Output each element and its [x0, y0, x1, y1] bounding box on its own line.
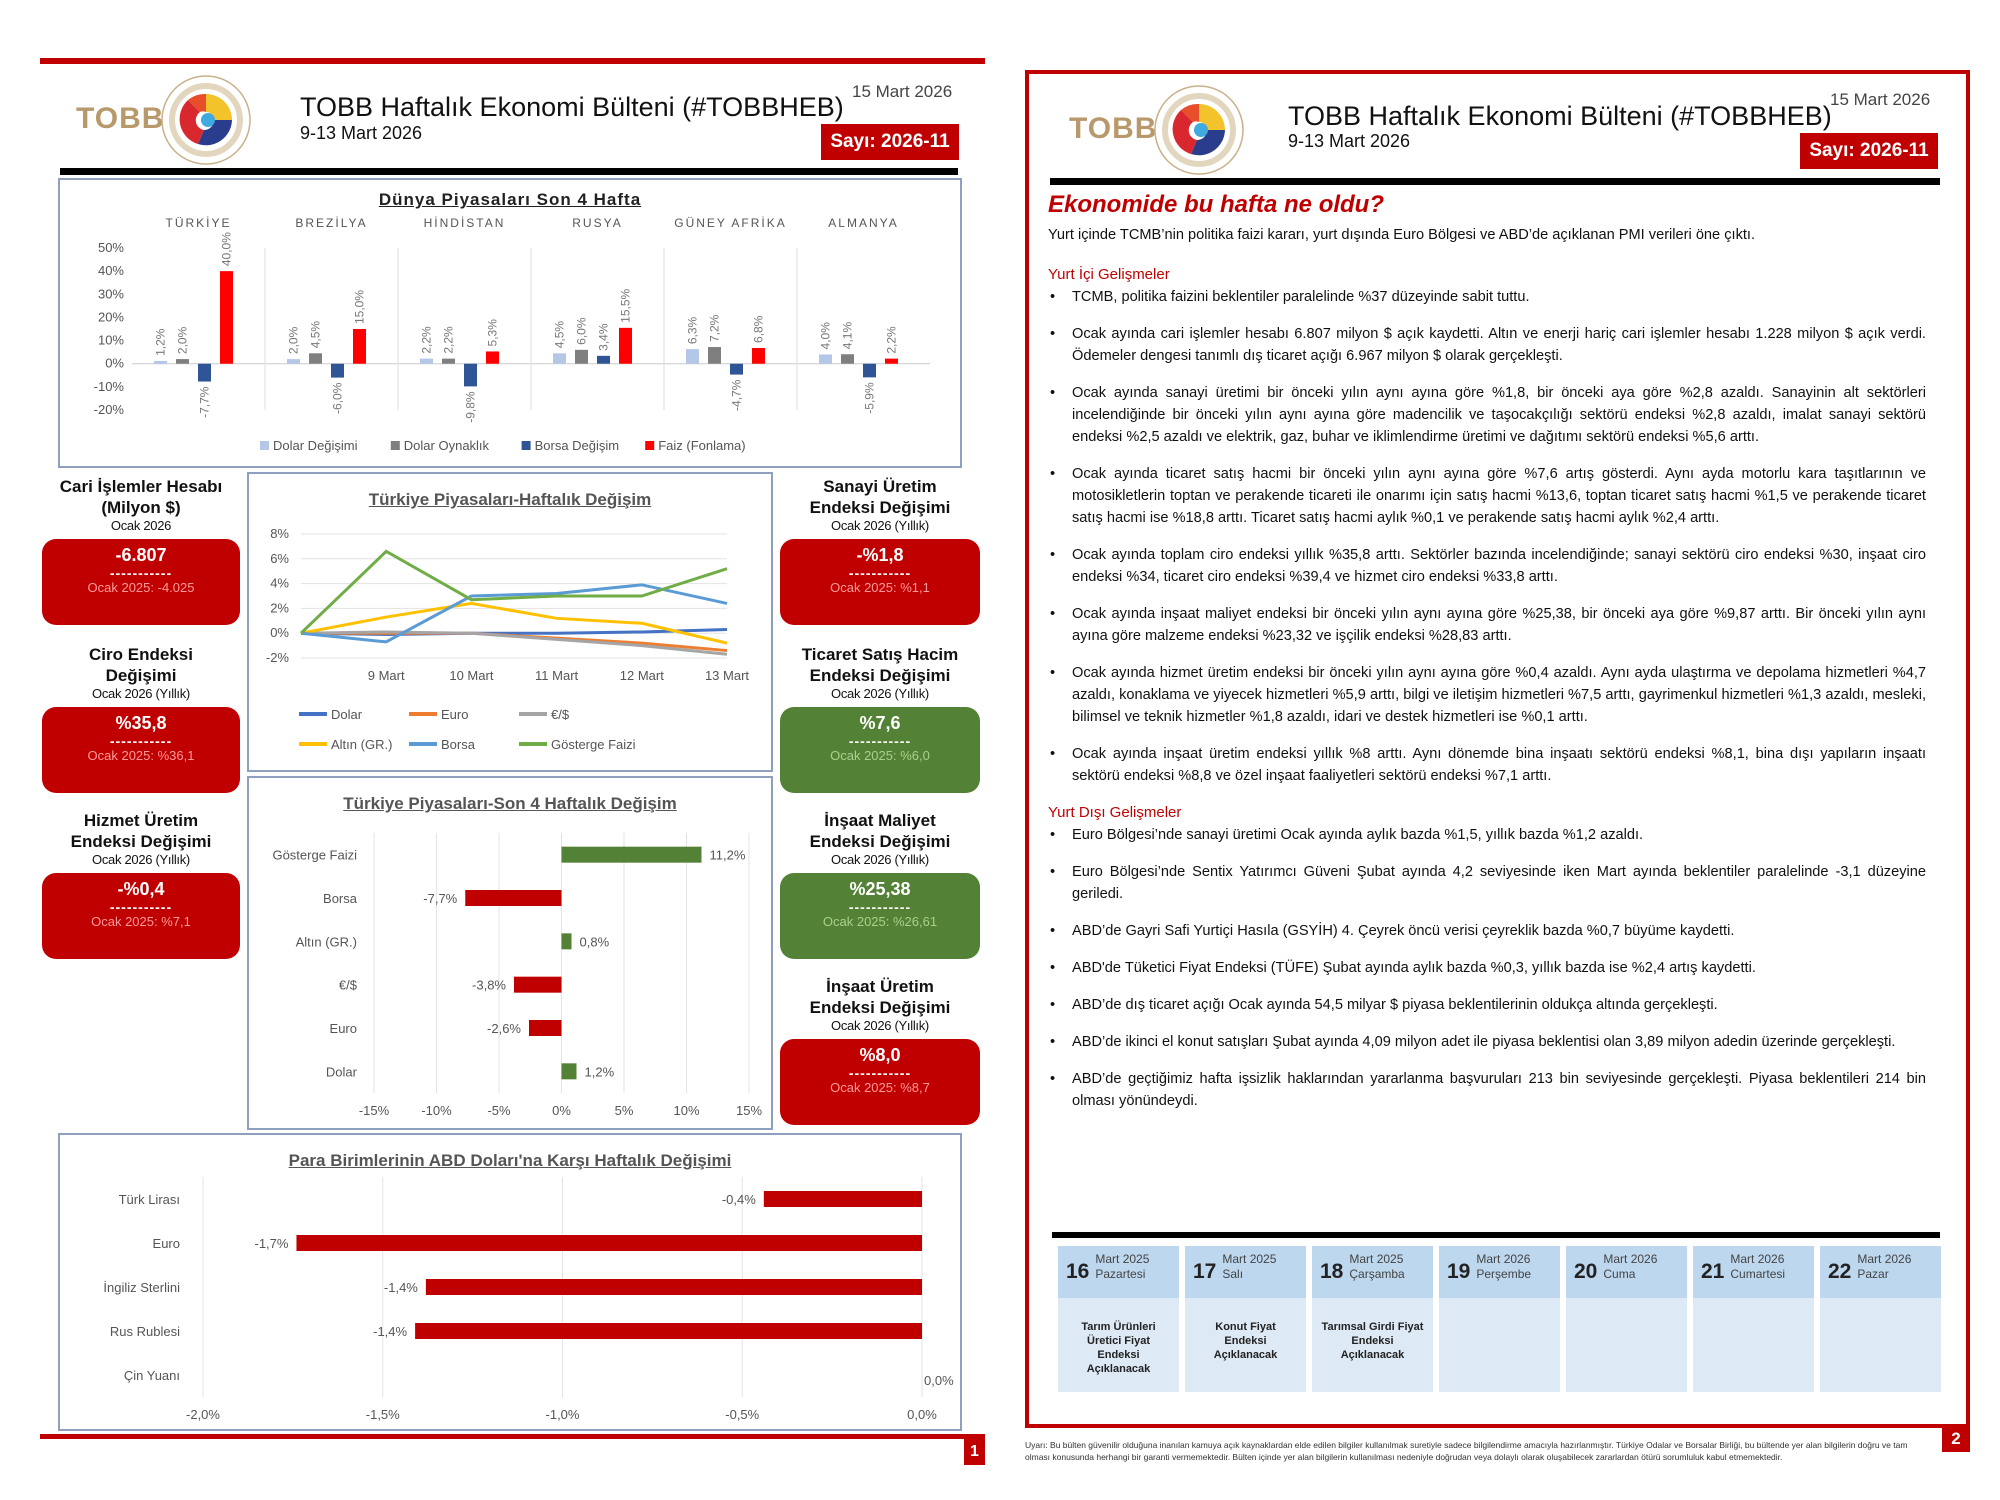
day-meta	[1349, 1252, 1404, 1282]
data-label: -1,4%	[373, 1324, 408, 1339]
day-month: Mart 2026	[1730, 1252, 1785, 1266]
data-label: 2,2%	[441, 326, 456, 354]
bar	[764, 1191, 922, 1207]
category-label: İngiliz Sterlini	[103, 1280, 180, 1295]
card-value-box	[780, 1039, 980, 1125]
data-label: -7,7%	[423, 891, 458, 906]
card-period: Ocak 2026 (Yıllık)	[831, 686, 929, 701]
bar-dolar-oynakl-k	[309, 353, 322, 363]
x-tick-label: -10%	[421, 1103, 452, 1118]
logo-emblem-icon	[158, 72, 254, 168]
data-label: 1,2%	[584, 1064, 615, 1080]
country-label: BREZİLYA	[295, 216, 368, 230]
bar	[465, 890, 561, 906]
data-label: -5,9%	[862, 382, 877, 414]
calendar-day-header	[1566, 1246, 1687, 1298]
calendar-day-header	[1820, 1246, 1941, 1298]
card-separator: -----------	[848, 565, 912, 581]
card-period: Ocak 2026 (Yıllık)	[831, 518, 929, 533]
bar	[562, 847, 702, 863]
legend-swatch	[260, 441, 269, 450]
bar-dolar-de-i-imi	[686, 349, 699, 364]
legend-label: €/$	[551, 707, 570, 722]
legend-label: Gösterge Faizi	[551, 737, 636, 752]
card-value-box	[42, 707, 240, 793]
card-separator: -----------	[109, 733, 173, 749]
calendar-day-header	[1693, 1246, 1814, 1298]
category-label: Altın (GR.)	[295, 934, 357, 950]
data-label: 4,5%	[308, 320, 323, 349]
bullet-item: • Euro Bölgesi’nde Sentix Yatırımcı Güveni Şubat ayında 4,2 seviyesinde iken Mart ayında beklentiler paralelinde -3,1 düzeyine geriledi.	[1048, 861, 1926, 905]
day-event	[1439, 1298, 1560, 1320]
bullet-item: • Ocak ayında ticaret satış hacmi bir önceki yılın aynı ayına göre %7,6 artış gösterdi. Aynı ayda motorlu kara taşıtlarının ve motosikletlerin toptan ve perakende ticareti ile onarımı için satış hacmi %13,6, toptan ticaret satış hacmi %1,5 ve perakende ticaret satış hacmi ise %18,8 arttı. Ticaret satış hacmi aylık %0,1 ve perakende satış hacmi aylık %2,4 arttı.	[1048, 463, 1926, 529]
weekly-calendar	[1058, 1246, 1941, 1392]
chart-title: Türkiye Piyasaları-Son 4 Haftalık Değişim	[343, 794, 677, 813]
bar-faiz-fonlama-	[619, 328, 632, 364]
bar-dolar-oynakl-k	[575, 350, 588, 364]
day-meta	[1603, 1252, 1657, 1282]
data-label: -3,8%	[472, 977, 506, 993]
card-value: -%1,8	[856, 545, 904, 565]
disclaimer: Uyarı: Bu bülten güvenilir olduğuna inanılan kamuya açık kaynaklardan elde edilen bilgiler kullanılmak suretiyle sadece bilgilendirme amacıyla hazırlanmıştır. Türkiye Odalar ve Borsalar Birliği, bu bültende yer alan bilgilerin doğru ve tam olması konusunda herhangi bir garanti vermemektedir. Bülten içinde yer alan bilgilerin kullanılması nedeniyle doğrudan veya dolaylı olarak oluşabilecek zararlardan ötürü sorumluluk kabul etmemektedir.	[1025, 1440, 1908, 1462]
summary-intro: Yurt içinde TCMB’nin politika faizi kararı, yurt dışında Euro Bölgesi ve ABD’de açıklanan PMI verileri öne çıktı.	[1048, 227, 1756, 243]
chart-title: Para Birimlerinin ABD Doları'na Karşı Haftalık Değişimi	[288, 1151, 732, 1170]
bar	[562, 933, 572, 949]
card-period: Ocak 2026 (Yıllık)	[831, 852, 929, 867]
data-label: 2,2%	[884, 326, 899, 354]
card-title: Cari İşlemler Hesabı (Milyon $)	[59, 477, 223, 517]
card-previous: Ocak 2025: %6,0	[830, 748, 930, 763]
day-event	[1693, 1298, 1814, 1320]
day-event	[1820, 1298, 1941, 1320]
country-label: ALMANYA	[828, 216, 899, 230]
page-number: 2	[1942, 1426, 1970, 1452]
day-meta	[1222, 1252, 1276, 1282]
bar-dolar-de-i-imi	[287, 359, 300, 364]
day-meta	[1730, 1252, 1785, 1282]
calendar-day-header	[1312, 1246, 1433, 1298]
calendar-day-header	[1439, 1246, 1560, 1298]
bullet-item: • Ocak ayında toplam ciro endeksi yıllık %35,8 arttı. Sektörler bazında incelendiğinde; sanayi sektörü ciro endeksi %30, inşaat ciro endeksi %34, ticaret ciro endeksi %39,4 ve hizmet ciro endeksi %33,8 arttı.	[1048, 544, 1926, 588]
card-title: Ciro Endeksi Değişimi	[89, 645, 193, 685]
card-value: %7,6	[859, 713, 901, 733]
data-label: 15,0%	[352, 289, 367, 324]
card-value: -6.807	[115, 545, 167, 565]
bottom-red-line	[40, 1434, 985, 1439]
chart-title: Dünya Piyasaları Son 4 Hafta	[378, 190, 642, 209]
four-week-change-plot	[249, 778, 771, 1128]
day-number: 20	[1574, 1260, 1598, 1283]
world-markets-plot	[60, 180, 960, 466]
country-label: TÜRKİYE	[165, 216, 232, 230]
bar-faiz-fonlama-	[220, 271, 233, 364]
x-tick-label: 10%	[673, 1103, 700, 1118]
data-label: 2,0%	[286, 326, 301, 355]
x-tick-label: 0%	[552, 1103, 571, 1118]
y-tick-label: 6%	[270, 550, 289, 566]
bar-dolar-de-i-imi	[819, 354, 832, 363]
x-tick-label: -1,0%	[545, 1407, 580, 1422]
four-week-change-chart	[247, 776, 773, 1130]
legend-swatch	[522, 441, 531, 450]
card-title: İnşaat Üretim Endeksi Değişimi	[809, 977, 951, 1017]
bar-dolar-oynakl-k	[708, 347, 721, 364]
day-meta	[1095, 1252, 1149, 1282]
x-tick-label: -5%	[487, 1103, 511, 1118]
card-title: Ticaret Satış Hacim Endeksi Değişimi	[801, 645, 959, 685]
indicator-card	[780, 976, 980, 1125]
indicator-card	[780, 810, 980, 959]
bar-dolar-de-i-imi	[420, 359, 433, 364]
logo-text: TOBB	[76, 102, 165, 135]
x-tick-label: -1,5%	[365, 1407, 400, 1422]
bar-borsa-de-i-im	[863, 364, 876, 378]
data-label: 6,0%	[574, 317, 589, 345]
card-value: %25,38	[849, 879, 911, 899]
y-tick-label: 30%	[97, 286, 124, 302]
category-label: €/$	[338, 977, 357, 993]
day-weekday: Salı	[1222, 1267, 1244, 1281]
card-period: Ocak 2026 (Yıllık)	[92, 686, 190, 701]
category-label: Dolar	[325, 1064, 357, 1080]
calendar-divider	[1052, 1232, 1940, 1238]
bar-dolar-de-i-imi	[154, 361, 167, 364]
y-tick-label: 20%	[97, 309, 124, 325]
day-month: Mart 2026	[1857, 1252, 1912, 1266]
day-meta	[1476, 1252, 1531, 1282]
bar-dolar-oynakl-k	[841, 354, 854, 363]
category-label: Euro	[329, 1021, 357, 1036]
card-separator: -----------	[848, 1065, 912, 1081]
weekly-change-chart	[247, 472, 773, 772]
y-tick-label: 40%	[97, 263, 124, 279]
bullet-item: • Ocak ayında inşaat üretim endeksi yıllık %8 arttı. Aynı dönemde bina inşaatı sektörü endeksi %8,1, bina dışı yapıların inşaatı sektörü endeksi %8,8 ve özel inşaat faaliyetleri sektörü endeksi %7,1 arttı.	[1048, 743, 1926, 787]
data-label: 0,8%	[579, 934, 610, 950]
bullet-item: • Ocak ayında hizmet üretim endeksi bir önceki yılın aynı ayına göre %0,4 azaldı. Aynı ayda ulaştırma ve depolama hizmetleri %4,7 azaldı, konaklama ve yiyecek hizmetleri %5,9 arttı, bilgi ve iletişim hizmetleri %7,5 arttı, gayrimenkul hizmetleri %1,3 azaldı, mesleki, bilimsel ve teknik hizmetler %1,8 azaldı, idari ve destek hizmetleri ise %0,1 arttı.	[1048, 662, 1926, 728]
card-previous: Ocak 2025: %36,1	[87, 748, 195, 763]
calendar-day-header	[1058, 1246, 1179, 1298]
bar	[562, 1063, 577, 1079]
bulletin-period: 9-13 Mart 2026	[300, 123, 423, 143]
data-label: 6,8%	[751, 315, 766, 343]
bar-faiz-fonlama-	[752, 348, 765, 364]
x-tick-label: 9 Mart	[367, 668, 405, 683]
indicator-card	[780, 476, 980, 625]
indicator-card	[42, 810, 240, 959]
card-separator: -----------	[109, 565, 173, 581]
foreign-list	[1048, 824, 1926, 1112]
x-tick-label: 12 Mart	[619, 668, 664, 683]
bar-borsa-de-i-im	[464, 364, 477, 387]
bullet-item: • Ocak ayında cari işlemler hesabı 6.807 milyon $ açık kaydetti. Altın ve enerji hariç cari işlemler hesabı 1.228 milyon $ açık verdi. Ödemeler dengesi tanımlı dış ticaret açığı 6.967 milyon $ olarak gerçekleşti.	[1048, 323, 1926, 367]
tobb-logo	[72, 72, 257, 168]
header-divider	[60, 168, 958, 175]
card-value-box	[42, 873, 240, 959]
bar	[529, 1020, 562, 1036]
card-previous: Ocak 2025: -4.025	[87, 580, 195, 595]
day-month: Mart 2025	[1095, 1252, 1150, 1266]
day-weekday: Çarşamba	[1349, 1267, 1405, 1281]
bar-faiz-fonlama-	[885, 359, 898, 364]
day-event	[1566, 1298, 1687, 1320]
day-number: 18	[1320, 1260, 1344, 1283]
bar	[415, 1323, 922, 1339]
card-period: Ocak 2026	[110, 518, 172, 533]
card-previous: Ocak 2025: %1,1	[830, 580, 930, 595]
x-tick-label: -2,0%	[186, 1407, 220, 1422]
fx-change-chart	[58, 1133, 962, 1431]
world-markets-chart	[58, 178, 962, 468]
calendar-day	[1566, 1246, 1687, 1392]
bar-borsa-de-i-im	[331, 364, 344, 378]
data-label: 4,0%	[818, 322, 833, 350]
card-value: -%0,4	[117, 879, 165, 899]
bullet-item: • ABD’de geçtiğimiz hafta işsizlik haklarından yararlanma başvuruları 213 bin seviyesinde gerçekleşti. Piyasa beklentileri 214 bin olması yönündeydi.	[1048, 1068, 1926, 1112]
card-title: Hizmet Üretim Endeksi Değişimi	[70, 811, 212, 851]
domestic-list	[1048, 286, 1926, 787]
y-tick-label: 50%	[97, 240, 124, 255]
logo-emblem-icon	[1151, 82, 1247, 178]
data-label: -4,7%	[729, 379, 744, 411]
legend-label: Altın (GR.)	[331, 737, 393, 752]
x-tick-label: 11 Mart	[535, 668, 579, 683]
calendar-day	[1693, 1246, 1814, 1392]
data-label: 3,4%	[596, 323, 611, 351]
data-label: -2,6%	[487, 1021, 521, 1036]
page-number: 1	[964, 1439, 985, 1465]
legend-label: Borsa Değişim	[534, 438, 620, 453]
chart-title: Türkiye Piyasaları-Haftalık Değişim	[368, 490, 652, 509]
x-tick-label: -15%	[358, 1103, 390, 1118]
bulletin-date: 15 Mart 2026	[852, 82, 953, 101]
legend-label: Dolar	[331, 707, 363, 722]
fx-change-plot	[60, 1135, 960, 1429]
card-period: Ocak 2026 (Yıllık)	[831, 1018, 929, 1033]
day-month: Mart 2026	[1603, 1252, 1658, 1266]
weekly-summary	[1048, 188, 1926, 1127]
bar-dolar-oynakl-k	[442, 359, 455, 364]
card-period: Ocak 2026 (Yıllık)	[92, 852, 190, 867]
calendar-day	[1185, 1246, 1306, 1392]
card-value: %8,0	[859, 1045, 901, 1065]
day-event: Tarımsal Girdi Fiyat Endeksi Açıklanacak	[1321, 1321, 1424, 1361]
card-value-box	[780, 539, 980, 625]
card-previous: Ocak 2025: %7,1	[91, 914, 191, 929]
y-tick-label: 4%	[270, 575, 289, 591]
day-weekday: Pazar	[1857, 1267, 1889, 1281]
x-tick-label: 10 Mart	[449, 668, 494, 683]
data-label: 1,2%	[153, 328, 168, 356]
day-weekday: Cuma	[1603, 1267, 1636, 1281]
bar	[296, 1235, 922, 1251]
y-tick-label: -2%	[265, 650, 289, 665]
bulletin-title: TOBB Haftalık Ekonomi Bülteni (#TOBBHEB)	[300, 92, 844, 122]
category-label: Euro	[152, 1236, 180, 1251]
bullet-item: • Euro Bölgesi’nde sanayi üretimi Ocak ayında aylık bazda %1,5, yıllık bazda %1,2 azaldı.	[1048, 824, 1926, 846]
bar-borsa-de-i-im	[597, 356, 610, 364]
card-value: %35,8	[115, 713, 167, 733]
day-weekday: Cumartesi	[1730, 1267, 1786, 1281]
bar-dolar-oynakl-k	[176, 359, 189, 364]
card-previous: Ocak 2025: %26,61	[822, 914, 938, 929]
bar	[426, 1279, 922, 1295]
day-meta	[1857, 1252, 1911, 1282]
bullet-item: • ABD'de Tüketici Fiyat Endeksi (TÜFE) Şubat ayında aylık bazda %0,3, yıllık bazda ise %2,4 artış kaydetti.	[1048, 957, 1926, 979]
indicator-card	[780, 644, 980, 793]
data-label: -1,4%	[383, 1280, 418, 1295]
day-weekday: Pazartesi	[1095, 1267, 1146, 1281]
data-label: 5,3%	[485, 319, 500, 347]
bar-faiz-fonlama-	[486, 351, 499, 363]
data-label: -9,8%	[463, 391, 478, 423]
calendar-day	[1820, 1246, 1941, 1392]
legend-label: Dolar Değişimi	[273, 438, 358, 453]
data-label: 2,2%	[419, 326, 434, 354]
x-tick-label: 15%	[735, 1103, 763, 1118]
country-label: GÜNEY AFRİKA	[674, 216, 787, 230]
bar	[514, 977, 562, 993]
header-divider	[1050, 178, 1940, 185]
indicator-card	[42, 644, 240, 793]
issue-badge: Sayı: 2026-11	[1800, 133, 1938, 169]
y-tick-label: 8%	[270, 526, 289, 541]
bullet-item: • Ocak ayında sanayi üretimi bir önceki yılın aynı ayına göre %1,8, bir önceki aya göre %2,8 azaldı. Sanayinin alt sektörleri incelendiğinde bir önceki yılın aynı ayına göre madencilik ve taşocakçılığı sektörü endeksi %2,8 azaldı, imalat sanayi sektörü endeksi %2,5 azaldı ve elektrik, gaz, buhar ve iklimlendirme üretimi ve dağıtımı sektörü endeksi %5,6 arttı.	[1048, 382, 1926, 448]
card-title: Sanayi Üretim Endeksi Değişimi	[809, 477, 951, 517]
x-tick-label: 0,0%	[907, 1407, 937, 1422]
day-number: 22	[1828, 1260, 1852, 1283]
y-tick-label: 10%	[97, 332, 124, 348]
y-tick-label: -20%	[93, 402, 124, 417]
calendar-day	[1439, 1246, 1560, 1392]
country-label: RUSYA	[572, 216, 623, 230]
bulletin-period: 9-13 Mart 2026	[1288, 131, 1411, 151]
category-label: Gösterge Faizi	[272, 847, 357, 863]
card-separator: -----------	[109, 899, 173, 915]
summary-heading: Ekonomide bu hafta ne oldu?	[1048, 191, 1384, 218]
data-label: -7,7%	[197, 386, 212, 418]
calendar-day-header	[1185, 1246, 1306, 1298]
logo-text: TOBB	[1069, 112, 1158, 145]
bar-faiz-fonlama-	[353, 329, 366, 364]
card-title: İnşaat Maliyet Endeksi Değişimi	[809, 811, 951, 851]
legend-label: Dolar Oynaklık	[403, 438, 490, 453]
data-label: -0,4%	[721, 1192, 756, 1207]
weekly-change-plot	[249, 474, 771, 770]
card-value-box	[42, 539, 240, 625]
data-label: 15,5%	[618, 288, 633, 323]
day-number: 19	[1447, 1260, 1471, 1283]
bulletin-title: TOBB Haftalık Ekonomi Bülteni (#TOBBHEB)	[1288, 101, 1832, 131]
domestic-heading: Yurt İçi Gelişmeler	[1048, 266, 1170, 283]
y-tick-label: 2%	[270, 600, 289, 616]
bullet-item: • ABD’de Gayri Safi Yurtiçi Hasıla (GSYİH) 4. Çeyrek öncü verisi çeyreklik bazda %0,7 büyüme kaydetti.	[1048, 920, 1926, 942]
card-separator: -----------	[848, 899, 912, 915]
calendar-day	[1058, 1246, 1179, 1392]
bullet-item: • TCMB, politika faizini beklentiler paralelinde %37 düzeyinde sabit tuttu.	[1048, 286, 1926, 308]
data-label: -6,0%	[330, 382, 345, 414]
x-tick-label: 5%	[614, 1103, 634, 1118]
top-red-line	[40, 58, 985, 64]
day-month: Mart 2025	[1349, 1252, 1404, 1266]
day-number: 21	[1701, 1260, 1725, 1283]
legend-swatch	[391, 441, 400, 450]
bar-borsa-de-i-im	[198, 364, 211, 382]
category-label: Çin Yuanı	[123, 1368, 180, 1383]
day-number: 16	[1066, 1260, 1090, 1283]
country-label: HİNDİSTAN	[423, 216, 506, 230]
data-label: 11,2%	[709, 847, 746, 863]
bullet-item: • ABD’de ikinci el konut satışları Şubat ayında 4,09 milyon adet ile piyasa beklentisi olan 3,89 milyon adedin üzerinde gerçekleşti.	[1048, 1031, 1926, 1053]
foreign-heading: Yurt Dışı Gelişmeler	[1048, 804, 1182, 821]
bullet-item: • ABD’de dış ticaret açığı Ocak ayında 54,5 milyar $ piyasa beklentilerinin oldukça altında gerçekleşti.	[1048, 994, 1926, 1016]
bar-dolar-de-i-imi	[553, 353, 566, 363]
category-label: Rus Rublesi	[109, 1324, 180, 1339]
legend-label: Borsa	[441, 737, 475, 752]
day-month: Mart 2026	[1476, 1252, 1531, 1266]
data-label: 0,0%	[924, 1373, 954, 1388]
y-tick-label: 0%	[105, 355, 124, 371]
data-label: 2,0%	[175, 326, 190, 355]
legend-label: Euro	[441, 707, 469, 722]
data-label: -1,7%	[254, 1236, 289, 1251]
data-label: 40,0%	[219, 232, 234, 267]
category-label: Türk Lirası	[118, 1192, 180, 1207]
legend-swatch	[645, 441, 654, 450]
data-label: 6,3%	[685, 316, 700, 345]
indicator-card	[42, 476, 240, 625]
day-weekday: Perşembe	[1476, 1267, 1532, 1281]
day-number: 17	[1193, 1260, 1217, 1283]
card-separator: -----------	[848, 733, 912, 749]
card-value-box	[780, 707, 980, 793]
bullet-item: • Ocak ayında inşaat maliyet endeksi bir önceki yılın aynı ayına göre %25,38, bir önceki aya göre %9,87 arttı. Bir önceki yılın aynı ayına göre malzeme endeksi %23,32 ve işçilik endeksi %28,83 arttı.	[1048, 603, 1926, 647]
day-event: Tarım Ürünleri Üretici Fiyat Endeksi Açıklanacak	[1081, 1321, 1156, 1375]
day-event: Konut Fiyat Endeksi Açıklanacak	[1213, 1321, 1278, 1361]
card-previous: Ocak 2025: %8,7	[830, 1080, 930, 1095]
data-label: 4,5%	[552, 320, 567, 349]
data-label: 4,1%	[840, 321, 855, 350]
day-month: Mart 2025	[1222, 1252, 1277, 1266]
legend-label: Faiz (Fonlama)	[658, 438, 746, 453]
issue-badge: Sayı: 2026-11	[821, 124, 959, 160]
x-tick-label: -0,5%	[725, 1407, 760, 1422]
x-tick-label: 13 Mart	[704, 668, 750, 683]
calendar-day	[1312, 1246, 1433, 1392]
data-label: 7,2%	[707, 314, 722, 343]
y-tick-label: -10%	[93, 378, 124, 394]
card-value-box	[780, 873, 980, 959]
category-label: Borsa	[323, 891, 357, 906]
bulletin-date: 15 Mart 2026	[1830, 90, 1931, 109]
bar-borsa-de-i-im	[730, 364, 743, 375]
y-tick-label: 0%	[270, 625, 289, 641]
tobb-logo	[1065, 82, 1250, 178]
